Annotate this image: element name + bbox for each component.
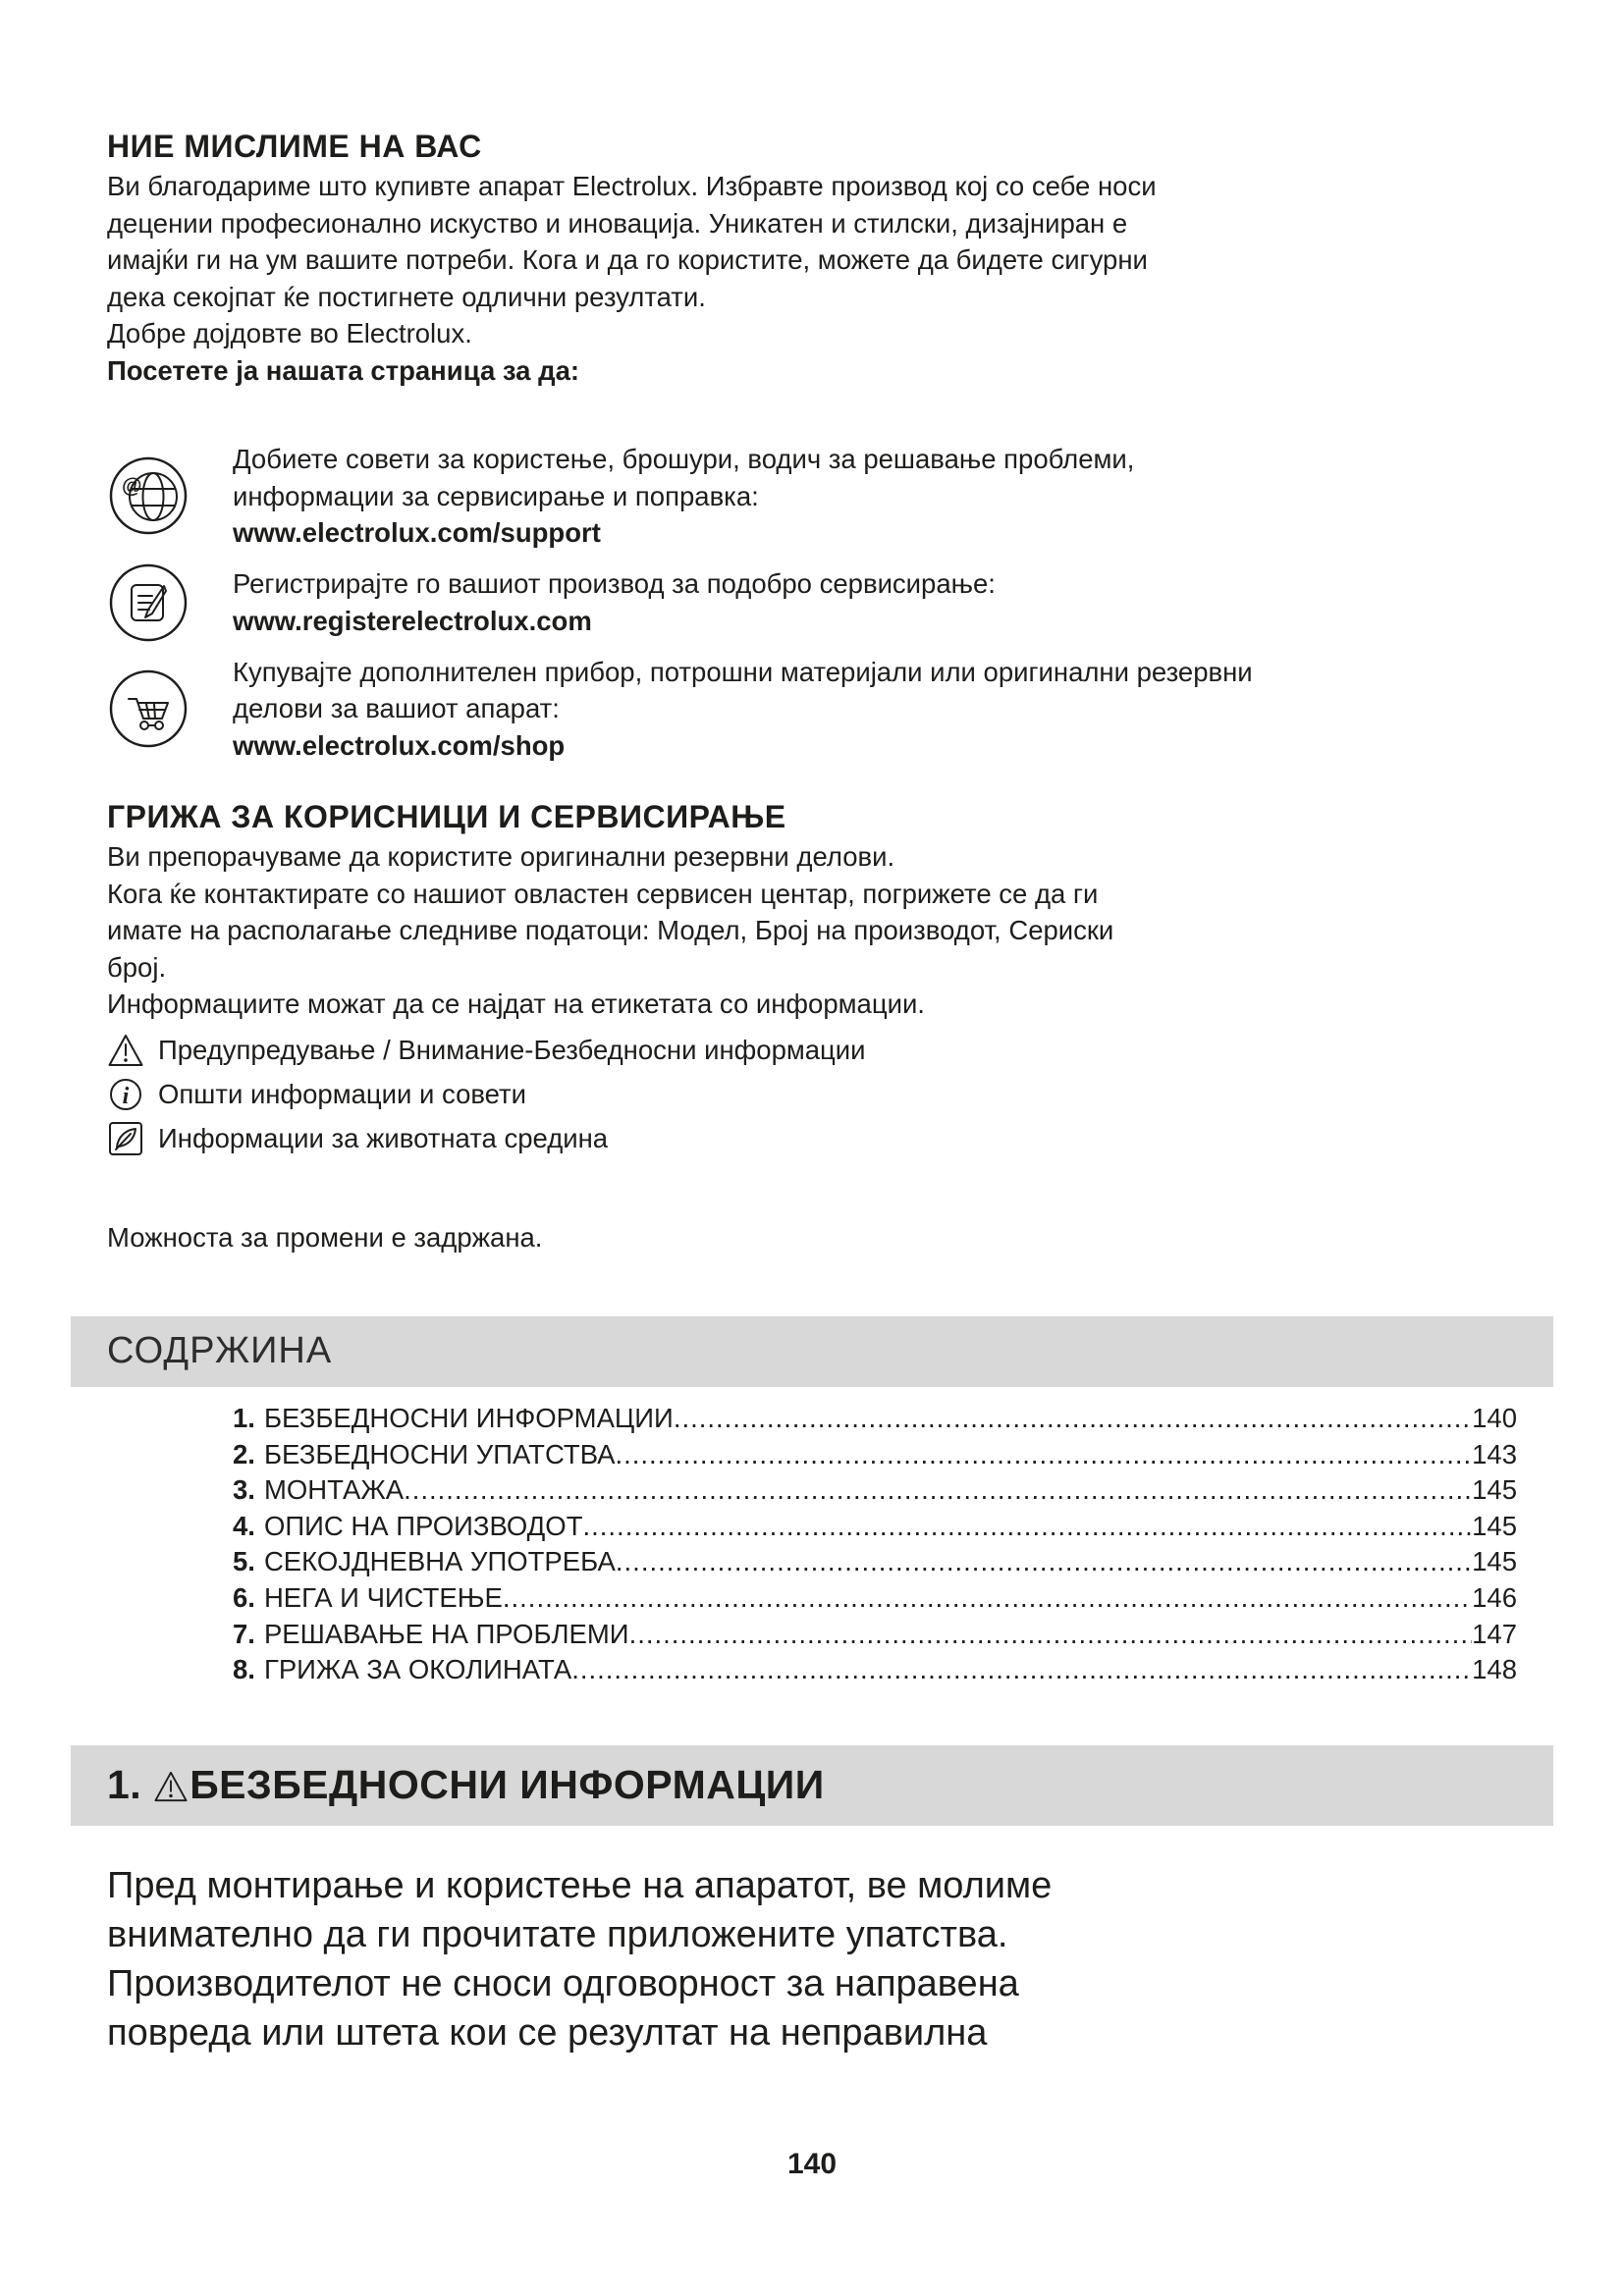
resource-line: Регистрирајте го вашиот производ за подобро сервисирање: [233,568,996,599]
toc-leader-dots [583,1509,1473,1545]
section1-title: БЕЗБЕДНОСНИ ИНФОРМАЦИИ [189,1761,825,1807]
intro-line: децении професионално искуство и иновација. Уникатен и стилски, дизајниран е [107,207,1128,239]
toc-item-label: НЕГА И ЧИСТЕЊЕ [263,1581,503,1613]
toc-item-number: 4. [233,1510,255,1541]
welcome-line: Добре дојдовте во Electrolux. [107,318,472,348]
toc-item-page: 143 [1472,1438,1517,1469]
care-paragraph [107,838,1517,1023]
resource-text [233,565,996,639]
toc-item-page: 147 [1472,1618,1517,1649]
environment-leaf-icon [107,1120,144,1157]
intro-line: имајќи ги на ум вашите потреби. Кога и да го користите, можете да бидете сигурни [107,244,1148,275]
toc-item-label: МОНТАЖА [263,1474,405,1506]
legend-row-warning [107,1031,1517,1070]
toc-item-number: 7. [233,1618,255,1649]
toc-item-number: 3. [233,1474,255,1506]
care-line: имате на располагање следниве податоци: Модел, Број на производот, Сериски [107,915,1114,945]
toc-item-label: ОПИС НА ПРОИЗВОДОТ [263,1510,583,1541]
resource-row-register [107,557,1517,649]
toc-item[interactable] [233,1509,1517,1545]
section1-line: повреда или штета кои се резултат на неправилна [107,2011,988,2054]
toc-item[interactable] [233,1580,1517,1617]
toc-leader-dots [629,1617,1473,1653]
toc-leader-dots [674,1401,1472,1437]
toc-item-number: 8. [233,1654,255,1685]
care-title: ГРИЖА ЗА КОРИСНИЦИ И СЕРВИСИРАЊЕ [107,799,786,834]
page-number: 140 [786,2148,838,2180]
section1-number: 1. [107,1761,142,1807]
toc-leader-dots [503,1580,1472,1617]
resource-list [107,436,1517,769]
toc-item[interactable] [233,1437,1517,1473]
warning-triangle-icon [107,1032,144,1069]
toc-item[interactable] [233,1472,1517,1509]
toc-item-number: 2. [233,1438,255,1469]
toc-item-label: ГРИЖА ЗА ОКОЛИНАТА [263,1654,572,1685]
care-line: Информациите можат да се најдат на етикетата со информации. [107,988,925,1019]
toc-item[interactable] [233,1617,1517,1653]
legend-label: Предупредување / Внимание-Безбедносни информации [158,1034,866,1065]
toc-item[interactable] [233,1544,1517,1580]
visit-line: Посетете ја нашата страница за да: [107,354,580,386]
svg-text:i: i [122,1083,130,1109]
legend-label: Општи информации и совети [158,1078,527,1109]
legend-row-environment [107,1119,1517,1158]
toc-item[interactable] [233,1401,1517,1437]
toc-item-page: 140 [1472,1403,1517,1433]
care-line: Кога ќе контактирате со нашиот овластен сервисен центар, погрижете се да ги [107,878,1099,909]
shop-url-link[interactable]: www.electrolux.com/shop [233,729,566,761]
intro-line: дека секојпат ќе постигнете одлични резултати. [107,281,706,312]
legend-row-info [107,1075,1517,1114]
toc-item-label: РЕШАВАЊЕ НА ПРОБЛЕМИ [263,1618,629,1649]
section1-line: внимателно да ги прочитате приложените упатства. [107,1913,1008,1955]
toc-leader-dots [571,1652,1472,1688]
section1-banner [71,1745,1553,1826]
resource-line: Купувајте дополнителен прибор, потрошни материјали или оригинални резервни [233,656,1253,687]
resource-line: Добиете совети за користење, брошури, водич за решавање проблеми, [233,444,1135,474]
symbol-legend [107,1031,1517,1158]
resource-text [233,441,1134,552]
resource-row-shop [107,649,1517,770]
toc-item-page: 148 [1472,1654,1517,1685]
section1-line: Пред монтирање и користење на апаратот, ве молиме [107,1864,1053,1906]
section1-paragraph [107,1861,1517,2057]
toc-item-label: БЕЗБЕДНОСНИ ИНФОРМАЦИИ [263,1403,674,1433]
register-url-link[interactable]: www.registerelectrolux.com [233,605,592,636]
toc-item-label: БЕЗБЕДНОСНИ УПАТСТВА [263,1438,616,1469]
toc-item-number: 6. [233,1581,255,1613]
toc-leader-dots [615,1437,1472,1473]
toc-item-page: 146 [1472,1581,1517,1613]
contents-title: СОДРЖИНА [107,1330,333,1371]
globe-internet-icon [107,454,189,537]
intro-line: Ви благодариме што купивте апарат Electrolux. Избравте производ кој со себе носи [107,171,1157,201]
register-product-icon [107,561,189,644]
toc-item-page: 145 [1472,1510,1517,1541]
resource-line: информации за сервисирање и поправка: [233,480,759,511]
shopping-cart-icon [107,667,189,750]
toc-item-number: 1. [233,1403,255,1433]
care-line: број. [107,951,167,983]
warning-triangle-icon [153,1770,189,1803]
info-icon [107,1076,144,1113]
resource-line: делови за вашиот апарат: [233,693,560,723]
toc-item-label: СЕКОЈДНЕВНА УПОТРЕБА [263,1546,616,1577]
table-of-contents [233,1401,1517,1688]
subject-to-change-note: Можноста за промени е задржана. [107,1221,543,1253]
resource-row-support [107,436,1517,557]
toc-item-page: 145 [1472,1474,1517,1506]
contents-banner [71,1316,1553,1387]
support-url-link[interactable]: www.electrolux.com/support [233,517,601,548]
resource-text [233,654,1253,765]
section1-line: Производителот не сноси одговорност за направена [107,1962,1019,2004]
svg-text:@: @ [122,475,142,499]
toc-item[interactable] [233,1652,1517,1688]
care-line: Ви препорачуваме да користите оригинални резервни делови. [107,841,895,872]
intro-title: НИЕ МИСЛИМЕ НА ВАС [107,129,482,164]
toc-leader-dots [616,1544,1472,1580]
toc-leader-dots [404,1472,1472,1509]
toc-item-number: 5. [233,1546,255,1577]
toc-item-page: 145 [1472,1546,1517,1577]
legend-label: Информации за животната средина [158,1122,609,1153]
intro-paragraph [107,168,1517,389]
